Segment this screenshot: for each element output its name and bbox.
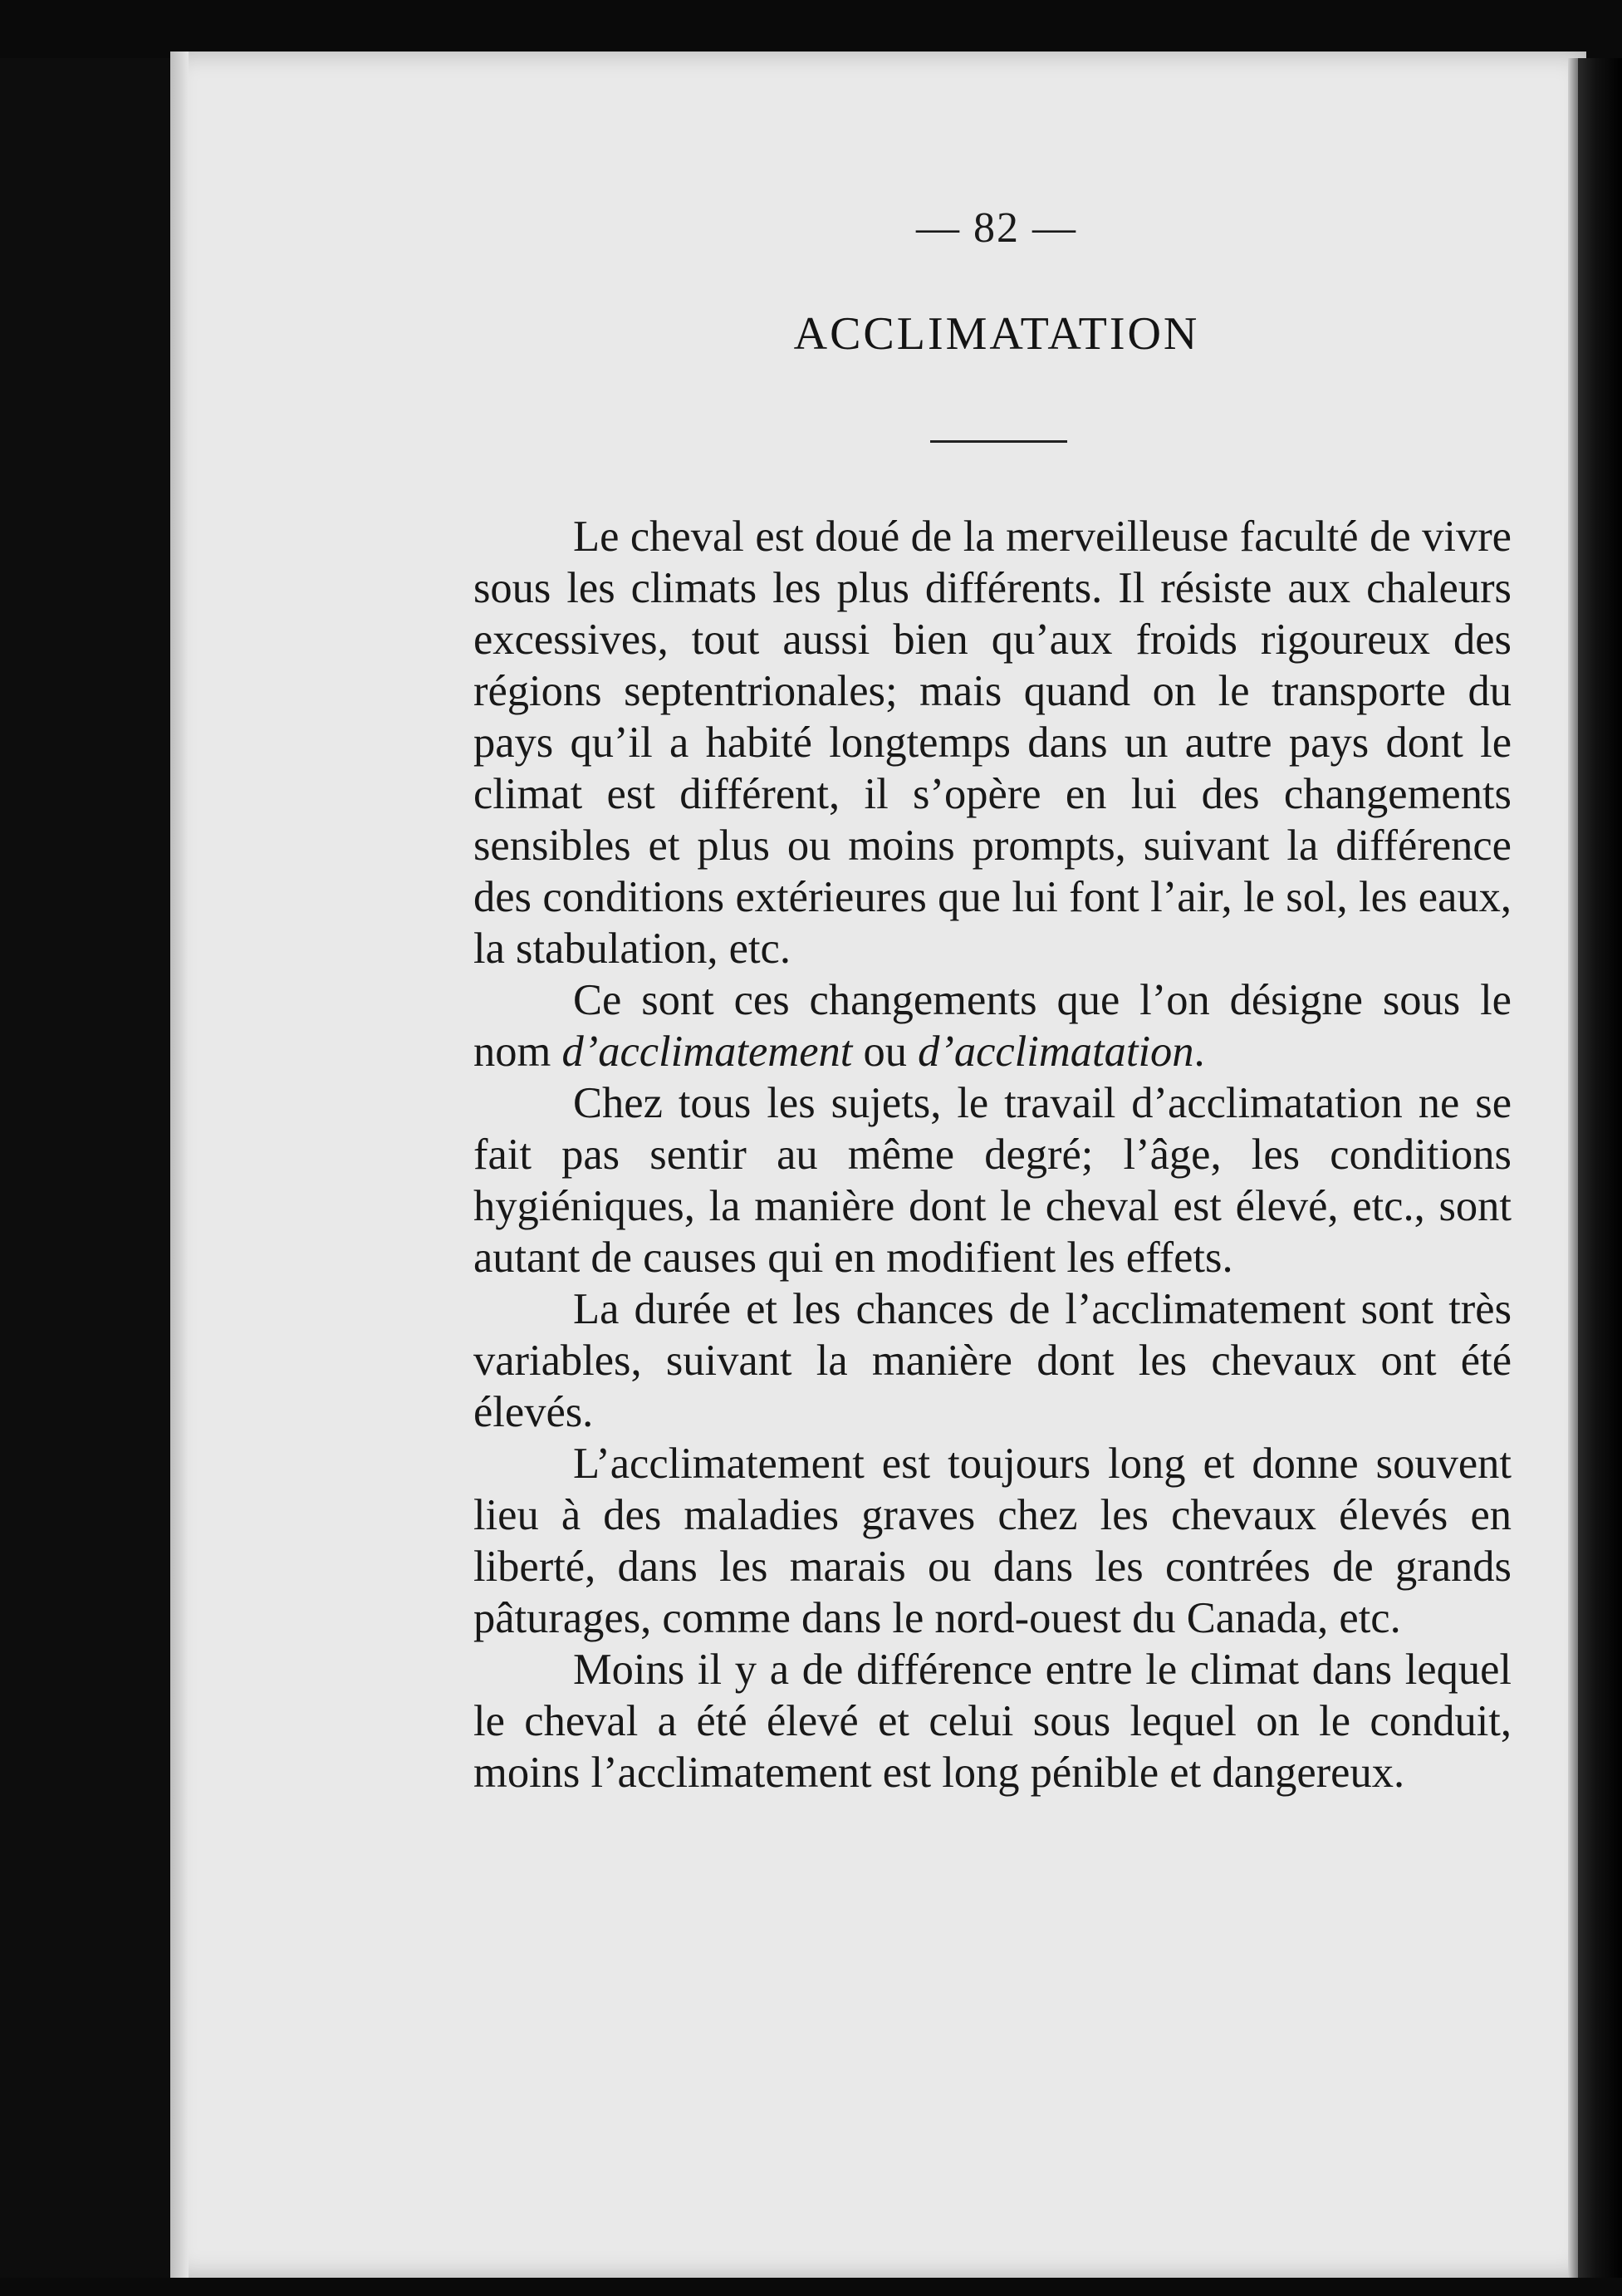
body-text	[473, 511, 1512, 1798]
paragraph-1: Le cheval est doué de la merveilleuse faculté de vivre sous les climats les plus différents. Il résiste aux chaleurs excessives, tout aussi bien qu’aux froids rigoureux des régions septentrionales; mais quand on le transporte du pays qu’il a habité longtemps dans un autre pays dont le climat est différent, il s’opère en lui des changements sensibles et plus ou moins prompts, suivant la différence des conditions extérieures que lui font l’air, le sol, les eaux, la stabulation, etc.	[473, 513, 1512, 973]
paragraph-3: Chez tous les sujets, le travail d’acclimatation ne se fait pas sentir au même degré; l’âge, les conditions hygiéniques, la manière dont le cheval est élevé, etc., sont autant de causes qui en modifient les effets.	[473, 1079, 1512, 1282]
title-rule	[930, 440, 1067, 443]
page-binding	[1568, 58, 1578, 2284]
paragraph-4: La durée et les chances de l’acclimatement sont très variables, suivant la manière dont les chevaux ont été élevés.	[473, 1285, 1512, 1436]
paragraph-6: Moins il y a de différence entre le climat dans lequel le cheval a été élevé et celui sous lequel on le conduit, moins l’acclimatement est long pénible et dangereux.	[473, 1646, 1512, 1797]
paragraph-2	[473, 974, 1512, 1077]
term-acclimatement: d’acclimatement	[561, 1028, 853, 1076]
term-acclimatation: d’acclimatation	[918, 1028, 1194, 1076]
paragraph-2-before: Ce sont ces changements que l’on désigne sous le nom	[473, 976, 1512, 1076]
scan-bottom-margin	[0, 2278, 1622, 2296]
book-spine	[1578, 58, 1622, 2296]
page-number: — 82 —	[916, 204, 1077, 252]
page-edge	[170, 52, 189, 2278]
paragraph-2-middle: ou	[852, 1028, 919, 1076]
scan-left-margin	[0, 0, 170, 2296]
scan-top-margin	[0, 0, 1622, 58]
paragraph-5: L’acclimatement est toujours long et donne souvent lieu à des maladies graves chez les chevaux élevés en liberté, dans les marais ou dans les contrées de grands pâturages, comme dans le nord-ouest du Canada, etc.	[473, 1440, 1512, 1642]
page-title: ACCLIMATATION	[793, 308, 1200, 360]
paragraph-2-after: .	[1193, 1028, 1205, 1076]
